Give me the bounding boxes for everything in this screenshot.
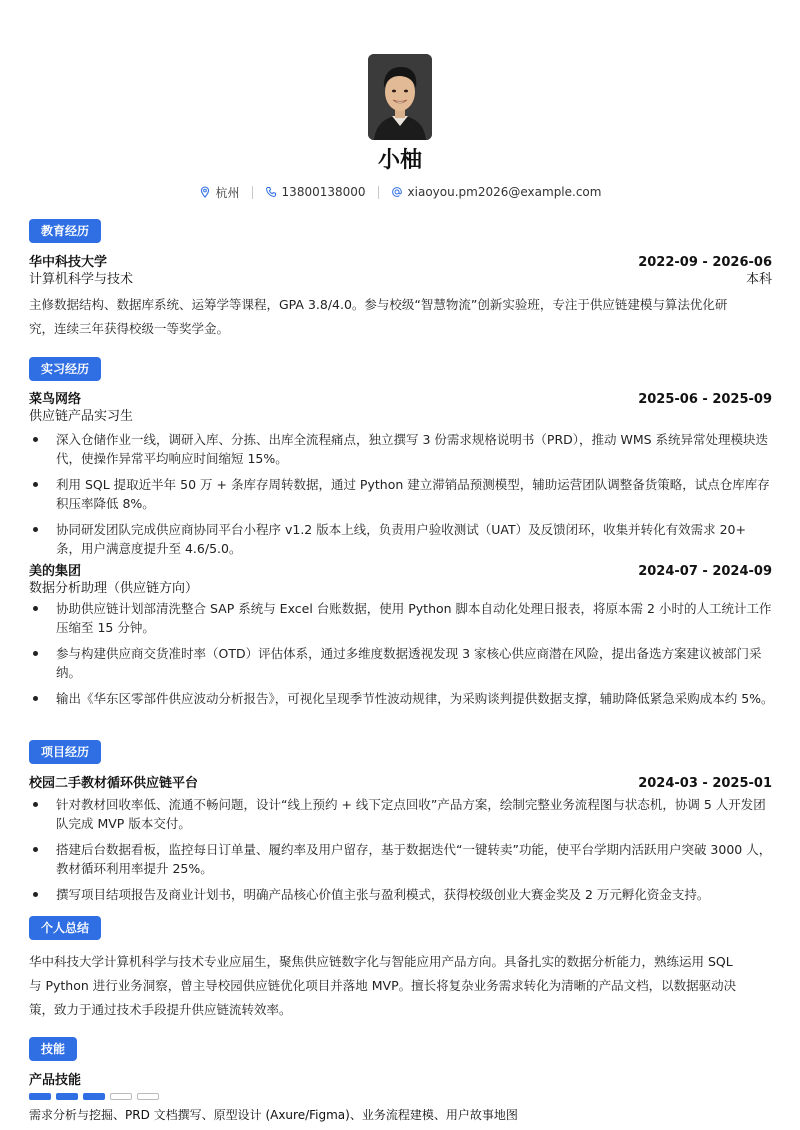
section-badge-summary: 个人总结 xyxy=(29,916,101,940)
list-item: 搭建后台数据看板，监控每日订单量、履约率及用户留存，基于数据迭代“一键转卖”功能，使平台学期内活跃用户突破 3000 人，教材循环利用率提升 25%。 xyxy=(29,840,774,878)
candidate-name: 小柚 xyxy=(377,148,422,173)
project-header xyxy=(29,774,772,793)
project-name: 校园二手教材循环供应链平台 xyxy=(29,776,199,791)
job-bullets xyxy=(29,430,774,565)
education-period: 2022-09 - 2026-06 xyxy=(638,255,772,270)
degree: 本科 xyxy=(745,272,772,287)
section-badge-skills: 技能 xyxy=(29,1037,77,1061)
summary-line: 华中科技大学计算机科学与技术专业应届生，聚焦供应链数字化与智能应用产品方向。具备扎实的数据分析能力，熟练运用 SQL xyxy=(29,954,733,969)
skill-category-row xyxy=(29,1071,772,1090)
summary-line: 与 Python 进行业务洞察，曾主导校园供应链优化项目并落地 MVP。擅长将复杂业务需求转化为清晰的产品文档，以数据驱动决 xyxy=(29,978,737,993)
list-item: 针对教材回收率低、流通不畅问题，设计“线上预约 + 线下定点回收”产品方案，绘制完整业务流程图与状态机，协调 5 人开发团队完成 MVP 版本交付。 xyxy=(29,795,774,833)
job-period: 2025-06 - 2025-09 xyxy=(638,392,772,407)
list-item: 协同研发团队完成供应商协同平台小程序 v1.2 版本上线，负责用户验收测试（UAT）及反馈闭环，收集并转化有效需求 20+ 条，用户满意度提升至 4.6/5.0。 xyxy=(29,520,774,558)
skill-level-bar xyxy=(29,1093,159,1100)
list-item: 参与构建供应商交货准时率（OTD）评估体系，通过多维度数据透视发现 3 家核心供应商潜在风险，提出备选方案建议被部门采纳。 xyxy=(29,644,774,682)
skill-level-segment-filled xyxy=(29,1093,51,1100)
skill-level-segment-empty xyxy=(110,1093,132,1100)
list-item: 深入仓储作业一线，调研入库、分拣、出库全流程痛点，独立撰写 3 份需求规格说明书（PRD），推动 WMS 系统异常处理模块迭代，使操作异常平均响应时间缩短 15%。 xyxy=(29,430,774,468)
list-item: 协助供应链计划部清洗整合 SAP 系统与 Excel 台账数据，使用 Python 脚本自动化处理日报表，将原本需 2 小时的人工统计工作压缩至 15 分钟。 xyxy=(29,599,774,637)
skill-level-segment-filled xyxy=(56,1093,78,1100)
list-item: 利用 SQL 提取近半年 50 万 + 条库存周转数据，通过 Python 建立滞销品预测模型，辅助运营团队调整备货策略，试点仓库库存积压率降低 8%。 xyxy=(29,475,774,513)
contact-divider xyxy=(252,186,253,199)
education-desc-line: 主修数据结构、数据库系统、运筹学等课程，GPA 3.8/4.0。参与校级“智慧物流”创新实验班，专注于供应链建模与算法优化研 xyxy=(29,297,728,312)
list-item: 撰写项目结项报告及商业计划书，明确产品核心价值主张与盈利模式，获得校级创业大赛金奖及 2 万元孵化资金支持。 xyxy=(29,885,774,904)
company-name: 美的集团 xyxy=(29,564,82,579)
project-bullets xyxy=(29,795,774,911)
skill-level-segment-filled xyxy=(83,1093,105,1100)
location-text: 杭州 xyxy=(215,185,240,200)
job-period: 2024-07 - 2024-09 xyxy=(638,564,772,579)
education-subheader xyxy=(29,270,772,289)
project-period: 2024-03 - 2025-01 xyxy=(638,776,772,791)
skill-level-segment-empty xyxy=(137,1093,159,1100)
contact-divider xyxy=(378,186,379,199)
summary-line: 策，致力于通过技术手段提升供应链流转效率。 xyxy=(29,1002,292,1017)
skill-detail-row xyxy=(29,1106,772,1125)
summary-text xyxy=(29,950,774,1022)
contact-phone xyxy=(265,185,366,199)
job-bullets xyxy=(29,599,774,715)
phone-text[interactable]: 13800138000 xyxy=(281,185,366,199)
at-sign-icon xyxy=(391,186,403,198)
education-description xyxy=(29,293,774,341)
contact-bar xyxy=(0,182,800,202)
school-name: 华中科技大学 xyxy=(29,255,108,270)
section-badge-education: 教育经历 xyxy=(29,219,101,243)
job-role: 供应链产品实习生 xyxy=(29,409,134,424)
section-badge-internship: 实习经历 xyxy=(29,357,101,381)
location-pin-icon xyxy=(199,186,211,198)
contact-location xyxy=(199,184,240,201)
job-role: 数据分析助理（供应链方向） xyxy=(29,581,199,596)
avatar xyxy=(368,54,432,140)
email-text[interactable]: xiaoyou.pm2026@example.com xyxy=(407,185,602,199)
section-badge-projects: 项目经历 xyxy=(29,740,101,764)
education-desc-line: 究，连续三年获得校级一等奖学金。 xyxy=(29,321,230,336)
job-role-row xyxy=(29,579,772,598)
skill-category: 产品技能 xyxy=(29,1073,82,1088)
list-item: 输出《华东区零部件供应波动分析报告》，可视化呈现季节性波动规律，为采购谈判提供数据支撑，辅助降低紧急采购成本约 5%。 xyxy=(29,689,774,708)
contact-email xyxy=(391,185,602,199)
phone-icon xyxy=(265,186,277,198)
major: 计算机科学与技术 xyxy=(29,272,134,287)
job-role-row xyxy=(29,407,772,426)
skill-detail: 需求分析与挖掘、PRD 文档撰写、原型设计 (Axure/Figma)、业务流程建模、用户故事地图 xyxy=(29,1108,518,1122)
company-name: 菜鸟网络 xyxy=(29,392,82,407)
